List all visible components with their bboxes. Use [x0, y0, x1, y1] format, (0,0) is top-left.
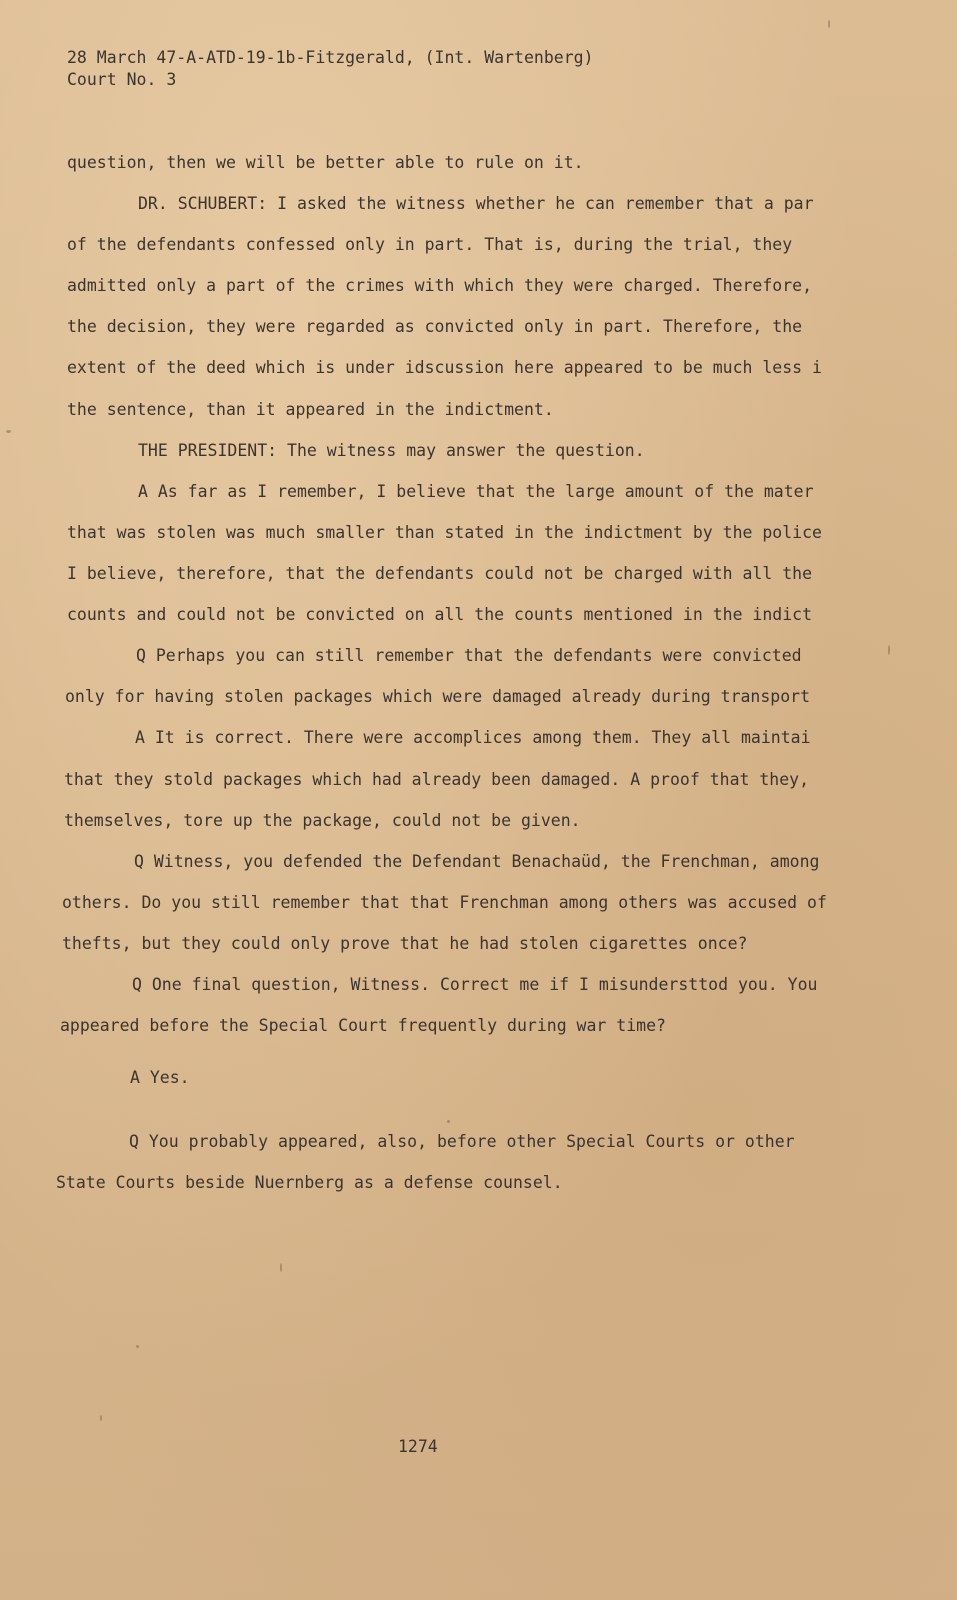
paper-speck	[447, 1120, 450, 1123]
paper-speck	[828, 20, 830, 28]
transcript-line: State Courts beside Nuernberg as a defense counsel.	[56, 1173, 563, 1192]
transcript-line: Q Perhaps you can still remember that the defendants were convicted	[136, 646, 802, 665]
header-line-2: Court No. 3	[67, 70, 177, 89]
header-line-1: 28 March 47-A-ATD-19-1b-Fitzgerald, (Int. Wartenberg)	[67, 48, 594, 67]
transcript-line: the decision, they were regarded as convicted only in part. Therefore, the	[67, 317, 803, 336]
transcript-line: question, then we will be better able to rule on it.	[67, 153, 584, 172]
transcript-line: the sentence, than it appeared in the indictment.	[67, 400, 554, 419]
transcript-line: that was stolen was much smaller than stated in the indictment by the police	[67, 523, 822, 542]
paper-speck	[100, 1415, 102, 1421]
transcript-line: DR. SCHUBERT: I asked the witness whether he can remember that a par	[138, 194, 814, 213]
transcript-line: extent of the deed which is under idscussion here appeared to be much less i	[67, 358, 822, 377]
paper-speck	[888, 645, 890, 655]
transcript-line: thefts, but they could only prove that he had stolen cigarettes once?	[62, 934, 748, 953]
transcript-line: THE PRESIDENT: The witness may answer the question.	[138, 441, 645, 460]
paper-speck	[6, 430, 11, 433]
transcript-line: admitted only a part of the crimes with which they were charged. Therefore,	[67, 276, 813, 295]
document-header	[67, 47, 594, 91]
transcript-line: A It is correct. There were accomplices among them. They all maintai	[135, 728, 811, 747]
transcript-line: I believe, therefore, that the defendants could not be charged with all the	[67, 564, 813, 583]
transcript-line: Q One final question, Witness. Correct me if I misundersttod you. You	[132, 975, 818, 994]
transcript-line: A Yes.	[130, 1068, 190, 1087]
transcript-line: A As far as I remember, I believe that the large amount of the mater	[138, 482, 814, 501]
transcript-line: of the defendants confessed only in part. That is, during the trial, they	[67, 235, 793, 254]
transcript-line: Q Witness, you defended the Defendant Benachaüd, the Frenchman, among	[134, 852, 820, 871]
transcript-line: appeared before the Special Court frequently during war time?	[60, 1016, 666, 1035]
paper-speck	[136, 1345, 139, 1348]
transcript-line: Q You probably appeared, also, before other Special Courts or other	[129, 1132, 795, 1151]
transcript-line: counts and could not be convicted on all the counts mentioned in the indict	[67, 605, 813, 624]
transcript-line: others. Do you still remember that that Frenchman among others was accused of	[62, 893, 827, 912]
paper-speck	[280, 1263, 282, 1272]
transcript-line: themselves, tore up the package, could not be given.	[64, 811, 581, 830]
page-number: 1274	[398, 1437, 438, 1456]
transcript-line: only for having stolen packages which were damaged already during transport	[65, 687, 811, 706]
transcript-line: that they stold packages which had already been damaged. A proof that they,	[64, 770, 810, 789]
